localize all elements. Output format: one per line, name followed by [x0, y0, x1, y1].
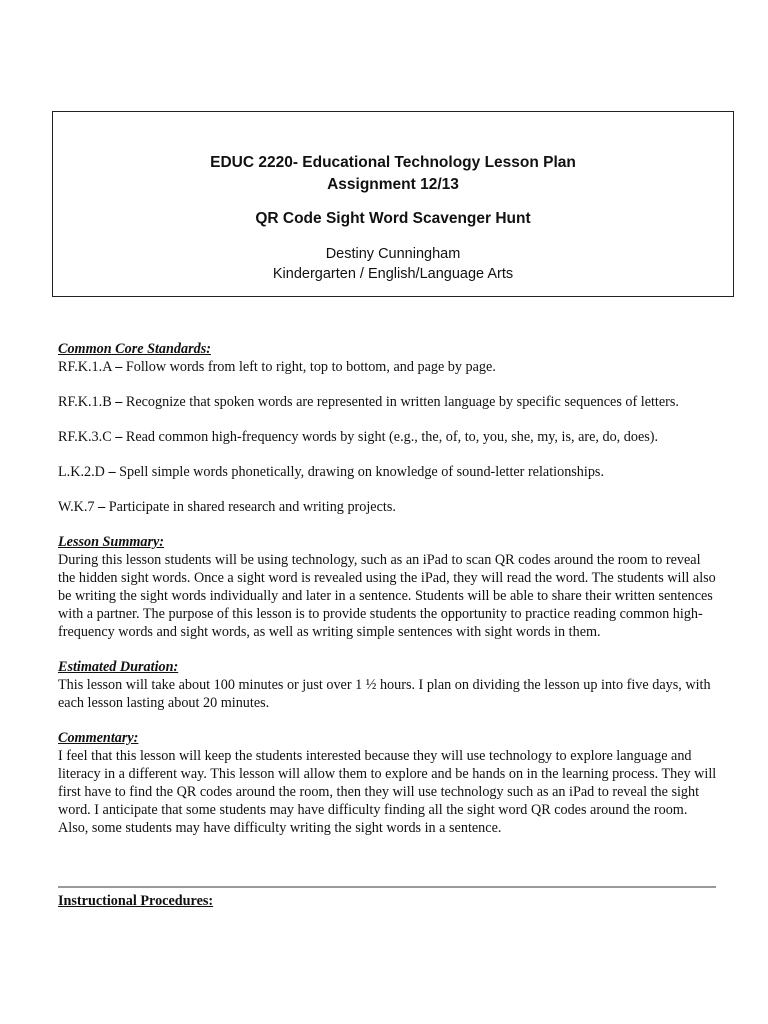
duration-text: This lesson will take about 100 minutes or just over 1 ½ hours. I plan on dividing the lesson up into five days, with each lesson lasting about 20 minutes. — [58, 677, 711, 711]
course-title: EDUC 2220- Educational Technology Lesson Plan — [210, 154, 576, 171]
summary-heading: Lesson Summary: — [58, 534, 165, 550]
lesson-content — [58, 340, 718, 837]
standards-heading: Common Core Standards: — [58, 341, 211, 357]
standard-item: RF.K.1.B – Recognize that spoken words are represented in written language by specific sequences of letters. — [58, 394, 679, 410]
assignment-title: Assignment 12/13 — [327, 176, 459, 193]
standard-item: W.K.7 – Participate in shared research and writing projects. — [58, 499, 396, 515]
commentary-heading: Commentary: — [58, 730, 139, 746]
grade-subject: Kindergarten / English/Language Arts — [272, 266, 514, 282]
procedures-heading: Instructional Procedures: — [58, 893, 214, 909]
title-box — [52, 111, 734, 297]
summary-text: During this lesson students will be using technology, such as an iPad to scan QR codes around the room to reveal the hidden sight words. Once a sight word is revealed using the iPad, they will read the word. The students will also be writing the sight words individually and later in a sentence. Students will be able to share their written sentences with a partner. The purpose of this lesson is to provide students the opportunity to practice reading common high-frequency words and sight words, as well as writing simple sentences with sight words in them. — [58, 552, 716, 640]
project-title: QR Code Sight Word Scavenger Hunt — [255, 210, 531, 227]
author-name: Destiny Cunningham — [325, 246, 461, 262]
standard-item: RF.K.3.C – Read common high-frequency words by sight (e.g., the, of, to, you, she, my, is, are, do, does). — [58, 429, 659, 445]
commentary-text: I feel that this lesson will keep the students interested because they will use technology to explore language and literacy in a different way. This lesson will allow them to explore and be hands on in the learning process. They will first have to find the QR codes around the room, then they will use technology such as an iPad to reveal the sight word. I anticipate that some students may have difficulty finding all the sight word QR codes around the room. Also, some students may have difficulty writing the sight words in a sentence. — [58, 748, 717, 836]
standard-item: L.K.2.D – Spell simple words phonetically, drawing on knowledge of sound-letter relationships. — [58, 464, 605, 480]
section-divider — [58, 886, 716, 888]
duration-heading: Estimated Duration: — [58, 659, 179, 675]
standard-item: RF.K.1.A – Follow words from left to right, top to bottom, and page by page. — [58, 359, 496, 375]
